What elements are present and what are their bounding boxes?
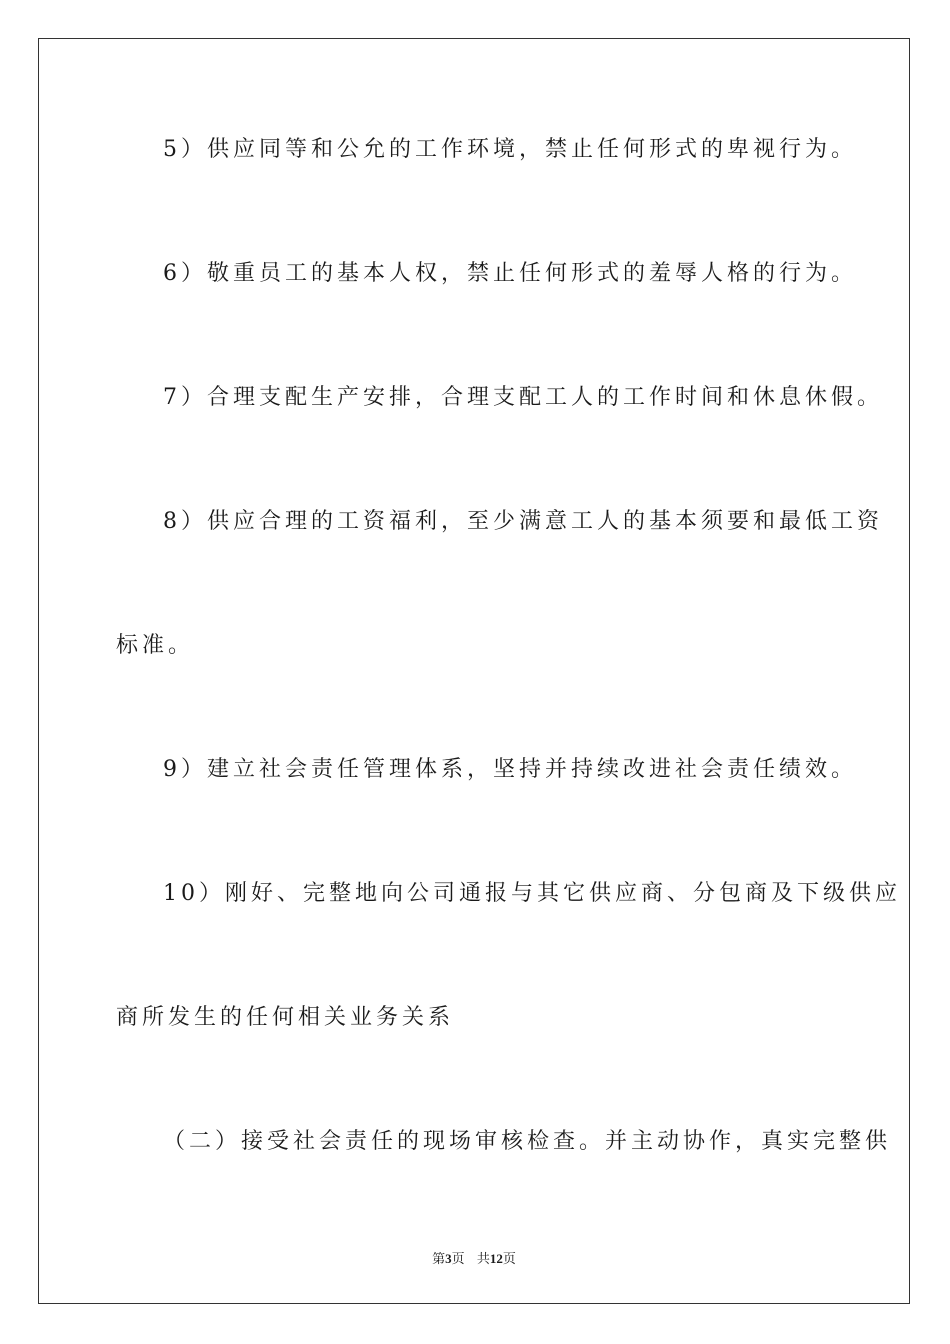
total-prefix: 共 [476, 1252, 490, 1267]
paragraph-line-section-2: （二）接受社会责任的现场审核检查。并主动协作，真实完整供 [163, 1129, 892, 1154]
total-pages: 12 [489, 1251, 503, 1266]
paragraph-line-10-cont: 商所发生的任何相关业务关系 [116, 1005, 455, 1030]
paragraph-line-8: 8）供应合理的工资福利，至少满意工人的基本须要和最低工资 [163, 509, 883, 534]
paragraph-line-8-cont: 标准。 [116, 633, 195, 658]
total-indicator [477, 1252, 516, 1267]
paragraph-line-5: 5）供应同等和公允的工作环境，禁止任何形式的卑视行为。 [163, 137, 857, 162]
paragraph-line-6: 6）敬重员工的基本人权，禁止任何形式的羞辱人格的行为。 [163, 261, 857, 286]
page-frame [38, 38, 910, 1304]
page-number: 3 [445, 1251, 452, 1266]
page-footer [39, 1250, 909, 1269]
paragraph-line-10: 10）刚好、完整地向公司通报与其它供应商、分包商及下级供应 [163, 881, 901, 906]
page-indicator [432, 1252, 465, 1267]
page-prefix: 第 [432, 1252, 446, 1267]
page-suffix: 页 [451, 1252, 465, 1267]
paragraph-line-7: 7）合理支配生产安排，合理支配工人的工作时间和休息休假。 [163, 385, 883, 410]
paragraph-line-9: 9）建立社会责任管理体系，坚持并持续改进社会责任绩效。 [163, 757, 857, 782]
total-suffix: 页 [502, 1252, 516, 1267]
